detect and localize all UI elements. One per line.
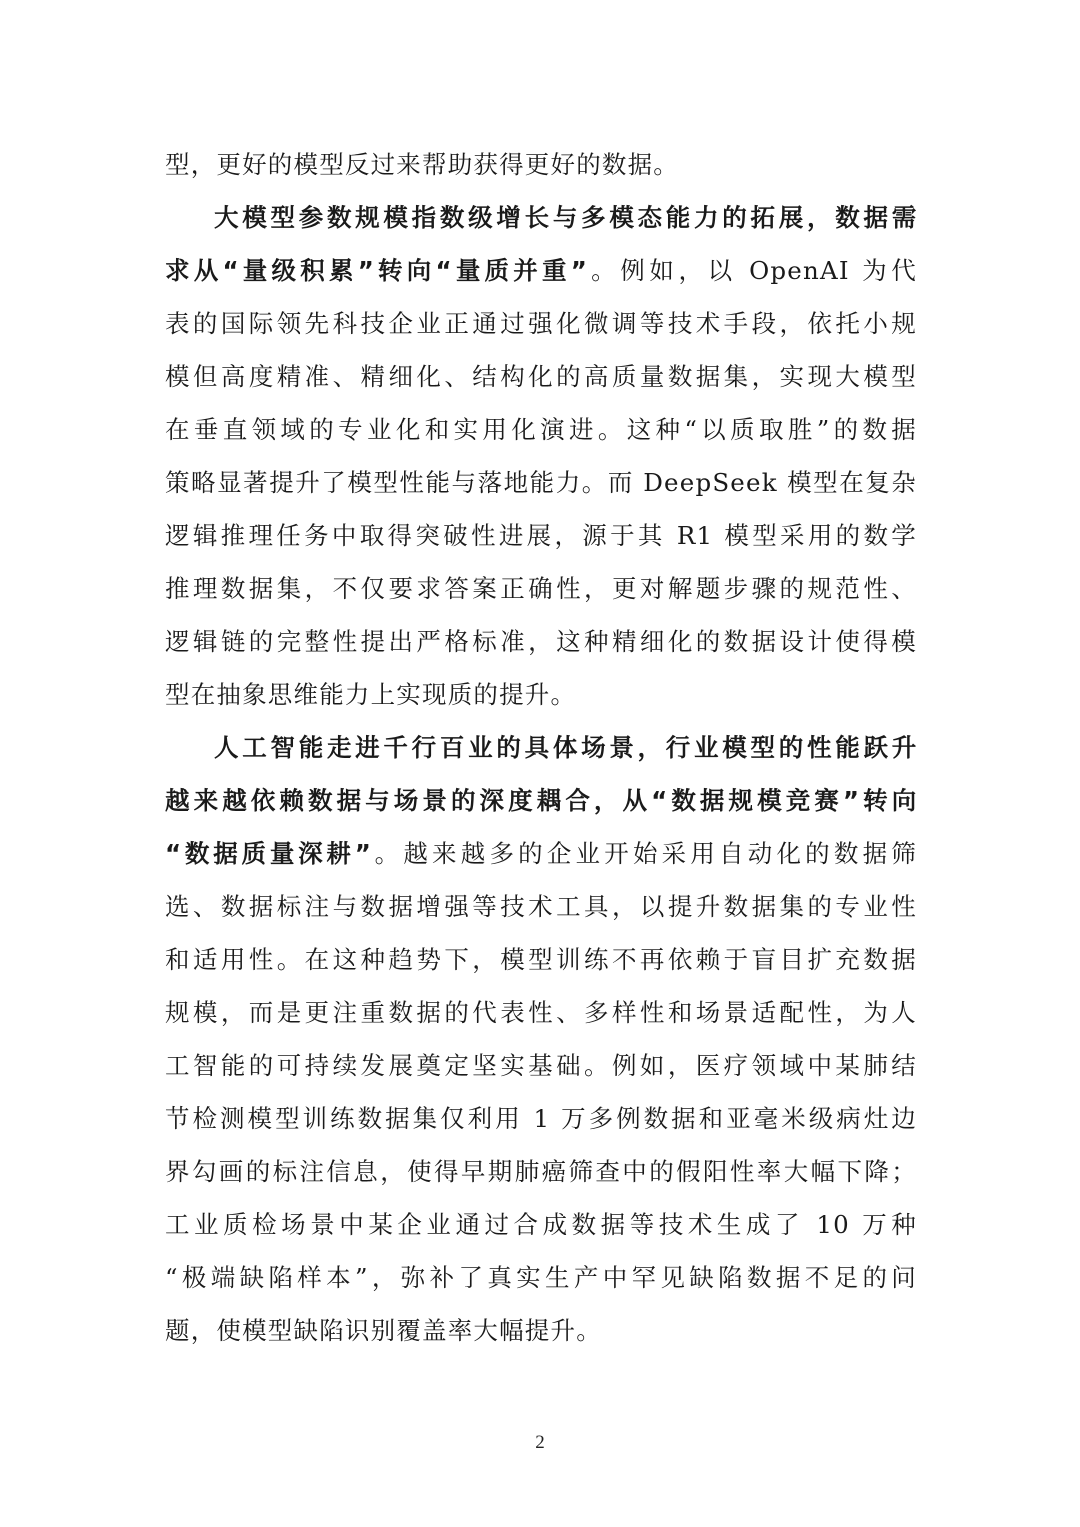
text-line [165,357,917,397]
text-line [165,940,917,980]
text-line [165,1311,917,1351]
text-run: 工智能的可持续发展奠定坚实基础。例如，医疗领域中某肺结 [165,1051,917,1080]
text-run: 型，更好的模型反过来帮助获得更好的数据。 [165,150,679,179]
text-line [165,834,917,874]
text-run: 表的国际领先科技企业正通过强化微调等技术手段，依托小规 [165,309,917,338]
text-run: 工业质检场景中某企业通过合成数据等技术生成了 10 万种 [165,1210,917,1239]
text-line [165,569,917,609]
text-run: 。例如，以 OpenAI 为代 [587,256,917,285]
text-line [165,887,917,927]
text-line [165,1046,917,1086]
text-run: 在垂直领域的专业化和实用化演进。这种“以质取胜”的数据 [165,415,917,444]
text-run: 规模，而是更注重数据的代表性、多样性和场景适配性，为人 [165,998,917,1027]
text-line [165,251,917,291]
text-run: 。越来越多的企业开始采用自动化的数据筛 [371,839,917,868]
text-run: 逻辑链的完整性提出严格标准，这种精细化的数据设计使得模 [165,627,917,656]
text-run: 策略显著提升了模型性能与落地能力。而 DeepSeek 模型在复杂 [165,468,917,497]
bold-lead-sentence: “数据质量深耕” [165,839,372,868]
text-run: 界勾画的标注信息，使得早期肺癌筛查中的假阳性率大幅下降； [165,1157,917,1186]
text-line [165,1099,917,1139]
text-run: 和适用性。在这种趋势下，模型训练不再依赖于盲目扩充数据 [165,945,917,974]
text-run: 题，使模型缺陷识别覆盖率大幅提升。 [165,1316,602,1345]
text-line [165,410,917,450]
text-line [165,463,917,503]
text-line [165,304,917,344]
text-run: “极端缺陷样本”，弥补了真实生产中罕见缺陷数据不足的问 [165,1263,917,1292]
bold-lead-sentence: 求从“量级积累”转向“量质并重” [165,256,588,285]
text-line [165,1205,917,1245]
text-line [165,1152,917,1192]
text-run: 模但高度精准、精细化、结构化的高质量数据集，实现大模型 [165,362,917,391]
text-run: 型在抽象思维能力上实现质的提升。 [165,680,577,709]
text-line [165,781,917,821]
text-run: 节检测模型训练数据集仅利用 1 万多例数据和亚毫米级病灶边 [165,1104,917,1133]
text-run: 推理数据集，不仅要求答案正确性，更对解题步骤的规范性、 [165,574,917,603]
bold-lead-sentence: 越来越依赖数据与场景的深度耦合，从“数据规模竞赛”转向 [165,786,917,815]
text-line [165,516,917,556]
bold-lead-sentence: 人工智能走进千行百业的具体场景，行业模型的性能跃升 [214,733,917,762]
page-number: 2 [535,1432,545,1453]
text-line [214,198,917,238]
text-line [214,728,917,768]
text-run: 选、数据标注与数据增强等技术工具，以提升数据集的专业性 [165,892,917,921]
bold-lead-sentence: 大模型参数规模指数级增长与多模态能力的拓展，数据需 [214,203,917,232]
text-line [165,622,917,662]
text-line [165,145,917,185]
text-run: 逻辑推理任务中取得突破性进展，源于其 R1 模型采用的数学 [165,521,917,550]
text-line [165,675,917,715]
text-line [165,1258,917,1298]
text-line [165,993,917,1033]
